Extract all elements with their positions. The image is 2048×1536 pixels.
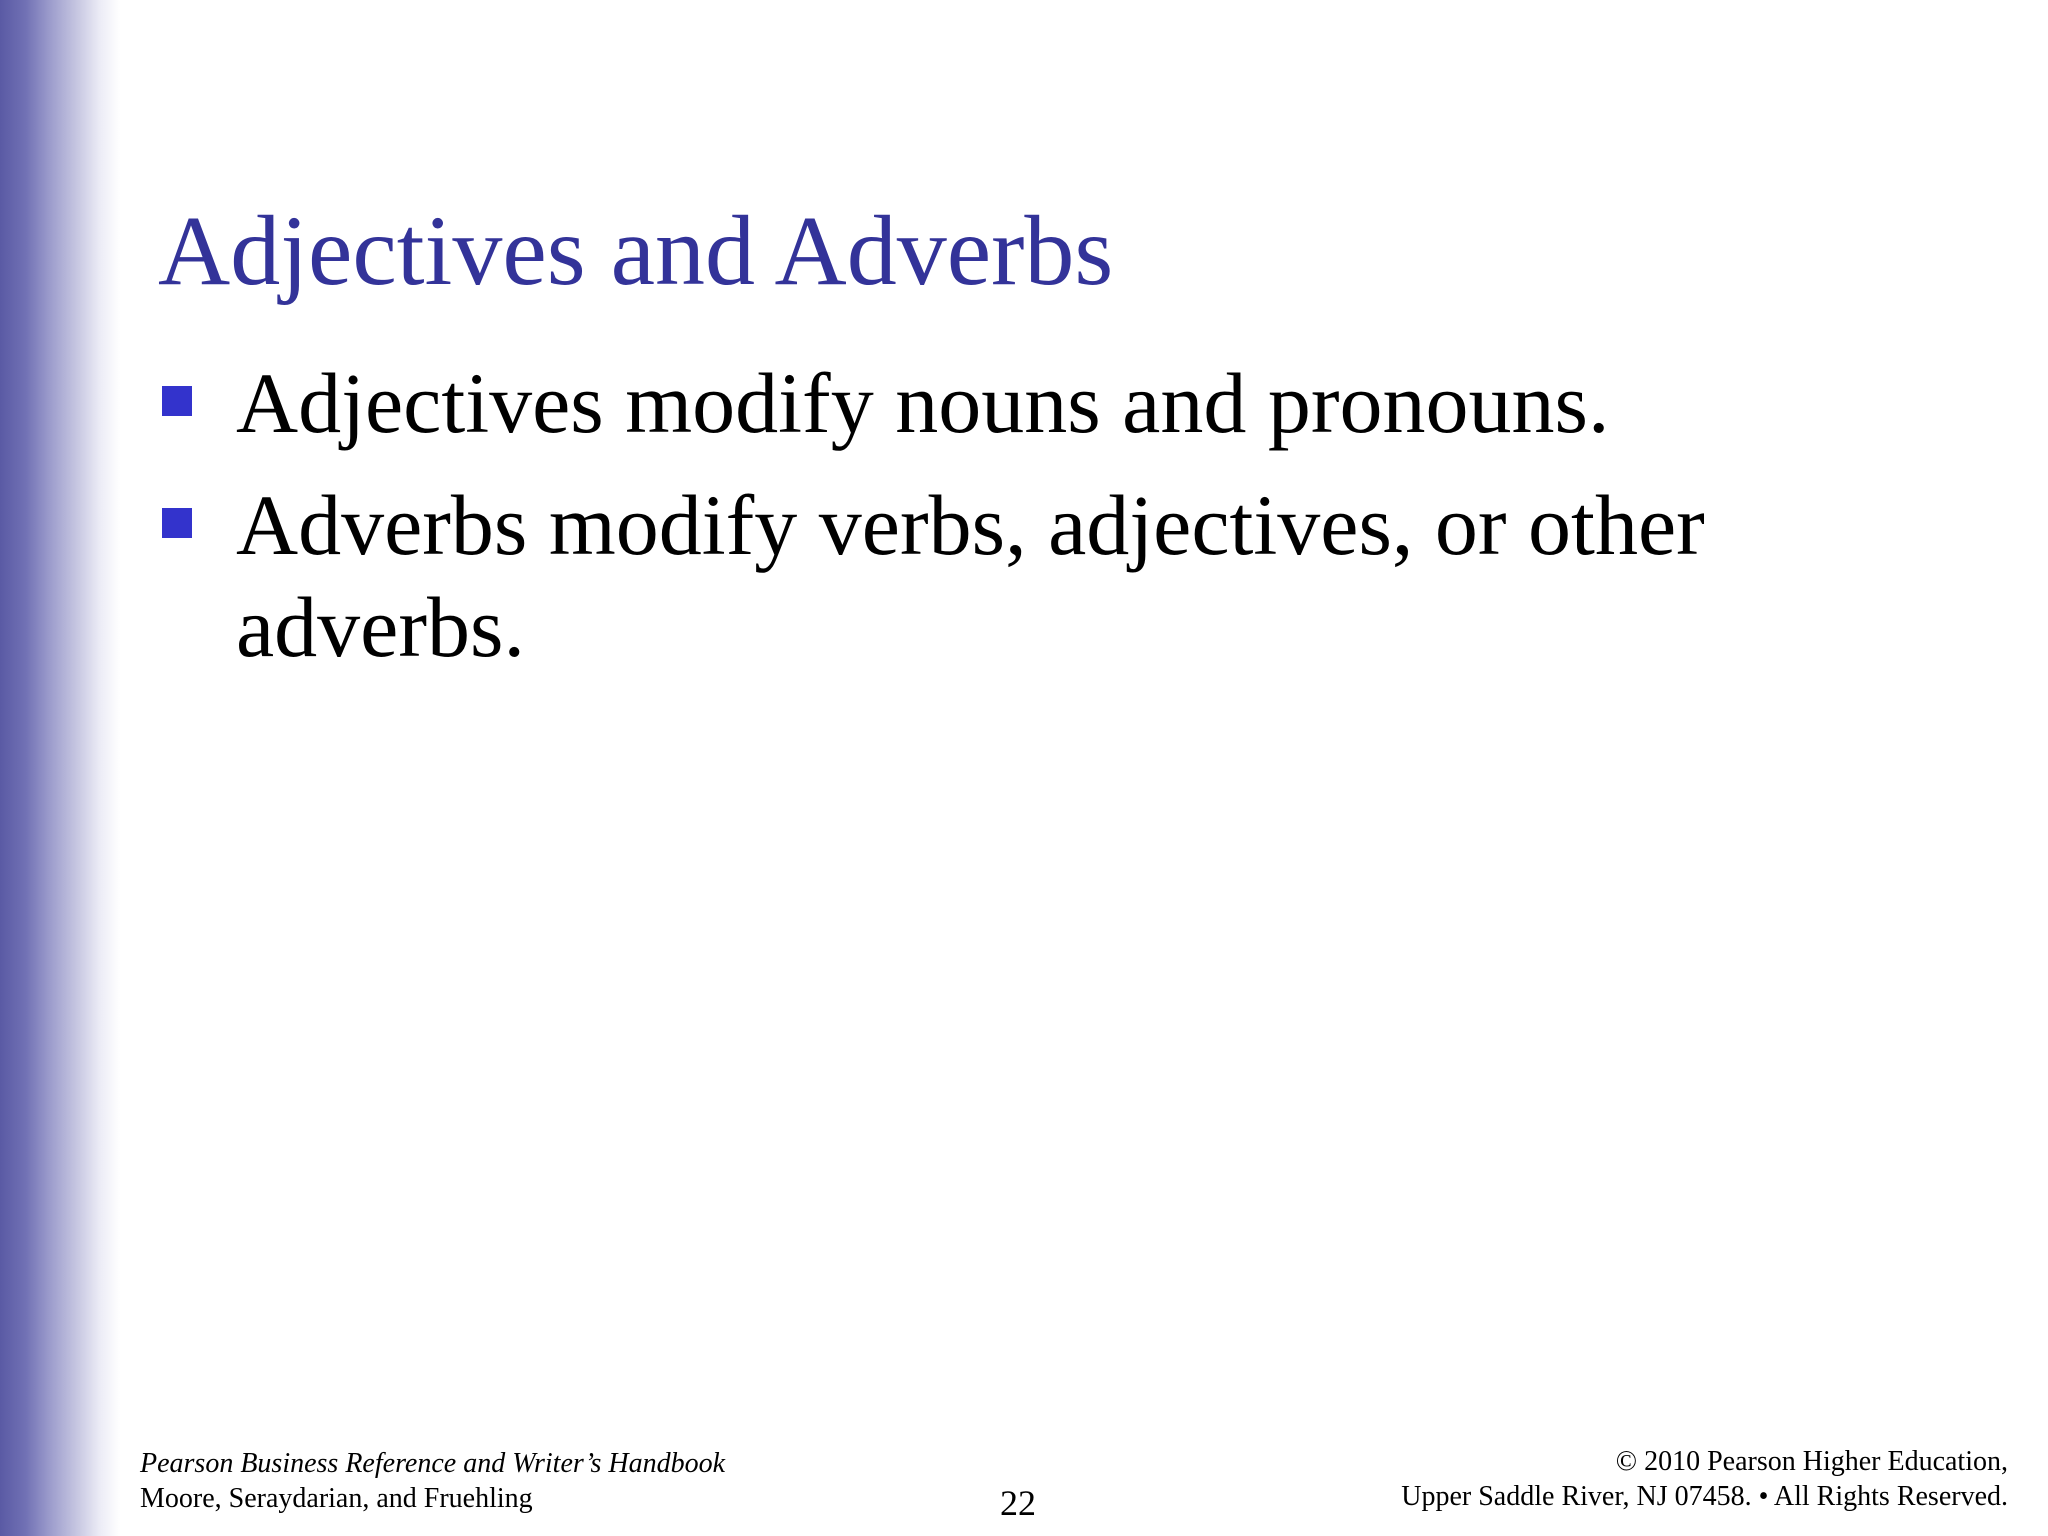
footer-authors: Moore, Seraydarian, and Fruehling: [140, 1483, 533, 1514]
bullet-item: [158, 474, 1898, 678]
footer-copyright: [1401, 1444, 2008, 1514]
footer-book-title: Pearson Business Reference and Writer’s Handbook: [140, 1448, 726, 1479]
bullet-text: Adverbs modify verbs, adjectives, or other adverbs.: [236, 477, 1705, 675]
bullet-text: Adjectives modify nouns and pronouns.: [236, 355, 1610, 451]
bullet-item: [158, 352, 1898, 454]
bullet-list: [158, 352, 1898, 698]
square-bullet-icon: [162, 508, 192, 538]
slide-title: Adjectives and Adverbs: [158, 195, 1114, 306]
copyright-line-1: © 2010 Pearson Higher Education,: [1615, 1446, 2008, 1477]
footer-source: [140, 1446, 725, 1516]
copyright-line-2: Upper Saddle River, NJ 07458. • All Rights Reserved.: [1401, 1481, 2008, 1512]
square-bullet-icon: [162, 386, 192, 416]
side-gradient-band: [0, 0, 120, 1536]
page-number: 22: [1000, 1483, 1036, 1523]
